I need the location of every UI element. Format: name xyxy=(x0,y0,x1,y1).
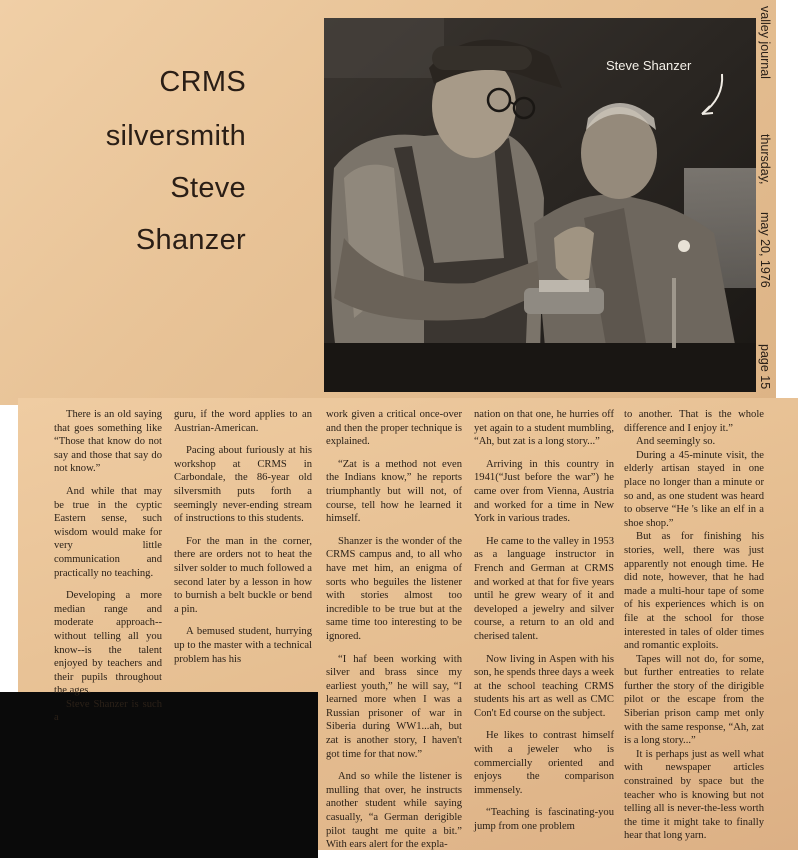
article-column-5 xyxy=(624,408,764,852)
paragraph: Now living in Aspen with his son, he spends three days a week at the school teaching CRMS students his art as well as CMC Con't Ed course on the subject. xyxy=(474,653,614,719)
paragraph: And seemingly so. xyxy=(636,436,716,448)
paragraph: He likes to contrast himself with a jeweler who is commercially oriented and enjoys the comparison immensely. xyxy=(474,730,614,796)
paragraph: And while that may be true in the cyptic Eastern sense, such wisdom would make for very little communication and practically no teaching. xyxy=(54,485,162,579)
paragraph: Arriving in this country in 1941(“Just before the war”) he came over from Vienna, Austria and worked for a time in New York in various trades. xyxy=(474,458,614,525)
paragraph: “Zat is a method not even the Indians know,” he reports triumphantly but will not, of course, tell how he learned it himself. xyxy=(326,458,462,525)
dateline-date: may 20, 1976 xyxy=(758,212,772,288)
paragraph: And so while the listener is mulling that over, he instructs another student while saying casually, “a German derigible pilot taught me quite a bit.” With ears alert for the expla- xyxy=(326,771,462,851)
paragraph: He came to the valley in 1953 as a language instructor in French and German at CRMS and worked at that for five years until he grew weary of it and developed a jewelry and silver course, a return to an old and cherised talent. xyxy=(474,535,614,642)
article-column-4 xyxy=(474,408,614,843)
paragraph: Developing a more median range and moderate approach--without telling all you know--is the talent enjoyed by teachers and their pupils throughout the ages. xyxy=(54,590,162,697)
paragraph: to another. That is the whole difference and I enjoy it.” xyxy=(624,409,764,434)
headline-line-3: Steve xyxy=(170,172,246,204)
paragraph: “I haf been working with silver and brass since my earliest youth,” he will say, “I learned more when I was a Russian prisoner of war in Siberia during WW1...ah, but zat is another story, I haven't got time for that now.” xyxy=(326,653,462,760)
photo-two-men-workbench xyxy=(324,18,756,392)
dateline-day: thursday, xyxy=(758,134,772,185)
headline xyxy=(60,62,246,262)
paragraph: During a 45-minute visit, the elderly artisan stayed in one place no longer than a minute or so and, as one student was heard to observe “He 's like an elf in a shoe shop.” xyxy=(624,449,764,529)
photo-caption-label: Steve Shanzer xyxy=(606,58,692,73)
article-column-1 xyxy=(54,408,162,734)
paragraph: “Teaching is fascinating-you jump from one problem xyxy=(474,807,614,833)
paragraph: Steve Shanzer is such a xyxy=(54,698,162,724)
paragraph: For the man in the corner, there are orders not to heat the silver solder to much followed a second later by a lesson in how to burnish a belt buckle or bend a pin. xyxy=(174,535,312,615)
dateline xyxy=(758,6,776,406)
article-column-2 xyxy=(174,408,312,675)
dateline-page: page 15 xyxy=(758,344,772,390)
headline-line-1: CRMS xyxy=(159,66,246,98)
paragraph: There is an old saying that goes something like “Those that know do not say and those that say do not know.” xyxy=(54,409,162,475)
paragraph: guru, if the word applies to an Austrian-American. xyxy=(174,409,312,434)
paragraph: work given a critical once-over and then the proper technique is explained. xyxy=(326,409,462,448)
paragraph: Shanzer is the wonder of the CRMS campus and, to all who have met him, an enigma of sorts who beguiles the listener with stories almost too incredible to be true but at the same time too interesting to be ignored. xyxy=(326,535,462,642)
paragraph: Pacing about furiously at his workshop at CRMS in Carbondale, the 86-year old silversmith puts forth a seemingly never-ending stream of instructions to this students. xyxy=(174,445,312,525)
paragraph: But as for finishing his stories, well, there was just apparently not enough time. He did note, however, that he had made a multi-hour tape of some of his experiences which is on file at the school for those interested in tales of older times and romantic exploits. xyxy=(624,531,764,652)
dateline-publication: valley journal xyxy=(758,6,772,79)
paragraph: It is perhaps just as well what with newspaper articles constrained by space but the teacher who is knowing but not telling all is never-the-less worth the time it might take to finally hear that long yarn. xyxy=(624,748,764,842)
paragraph: A bemused student, hurrying up to the master with a technical problem has his xyxy=(174,626,312,665)
paragraph: nation on that one, he hurries off yet again to a student mumbling, “Ah, but zat is a long story...” xyxy=(474,409,614,448)
paragraph: Tapes will not do, for some, but further entreaties to relate further the story of the dirigible pilot or the escape from the Siberian prison camp met only with the same response, “Ah, zat is a long story...” xyxy=(624,653,764,747)
headline-line-4: Shanzer xyxy=(135,224,246,256)
headline-line-2: silversmith xyxy=(105,120,246,152)
article-column-3 xyxy=(326,408,462,861)
